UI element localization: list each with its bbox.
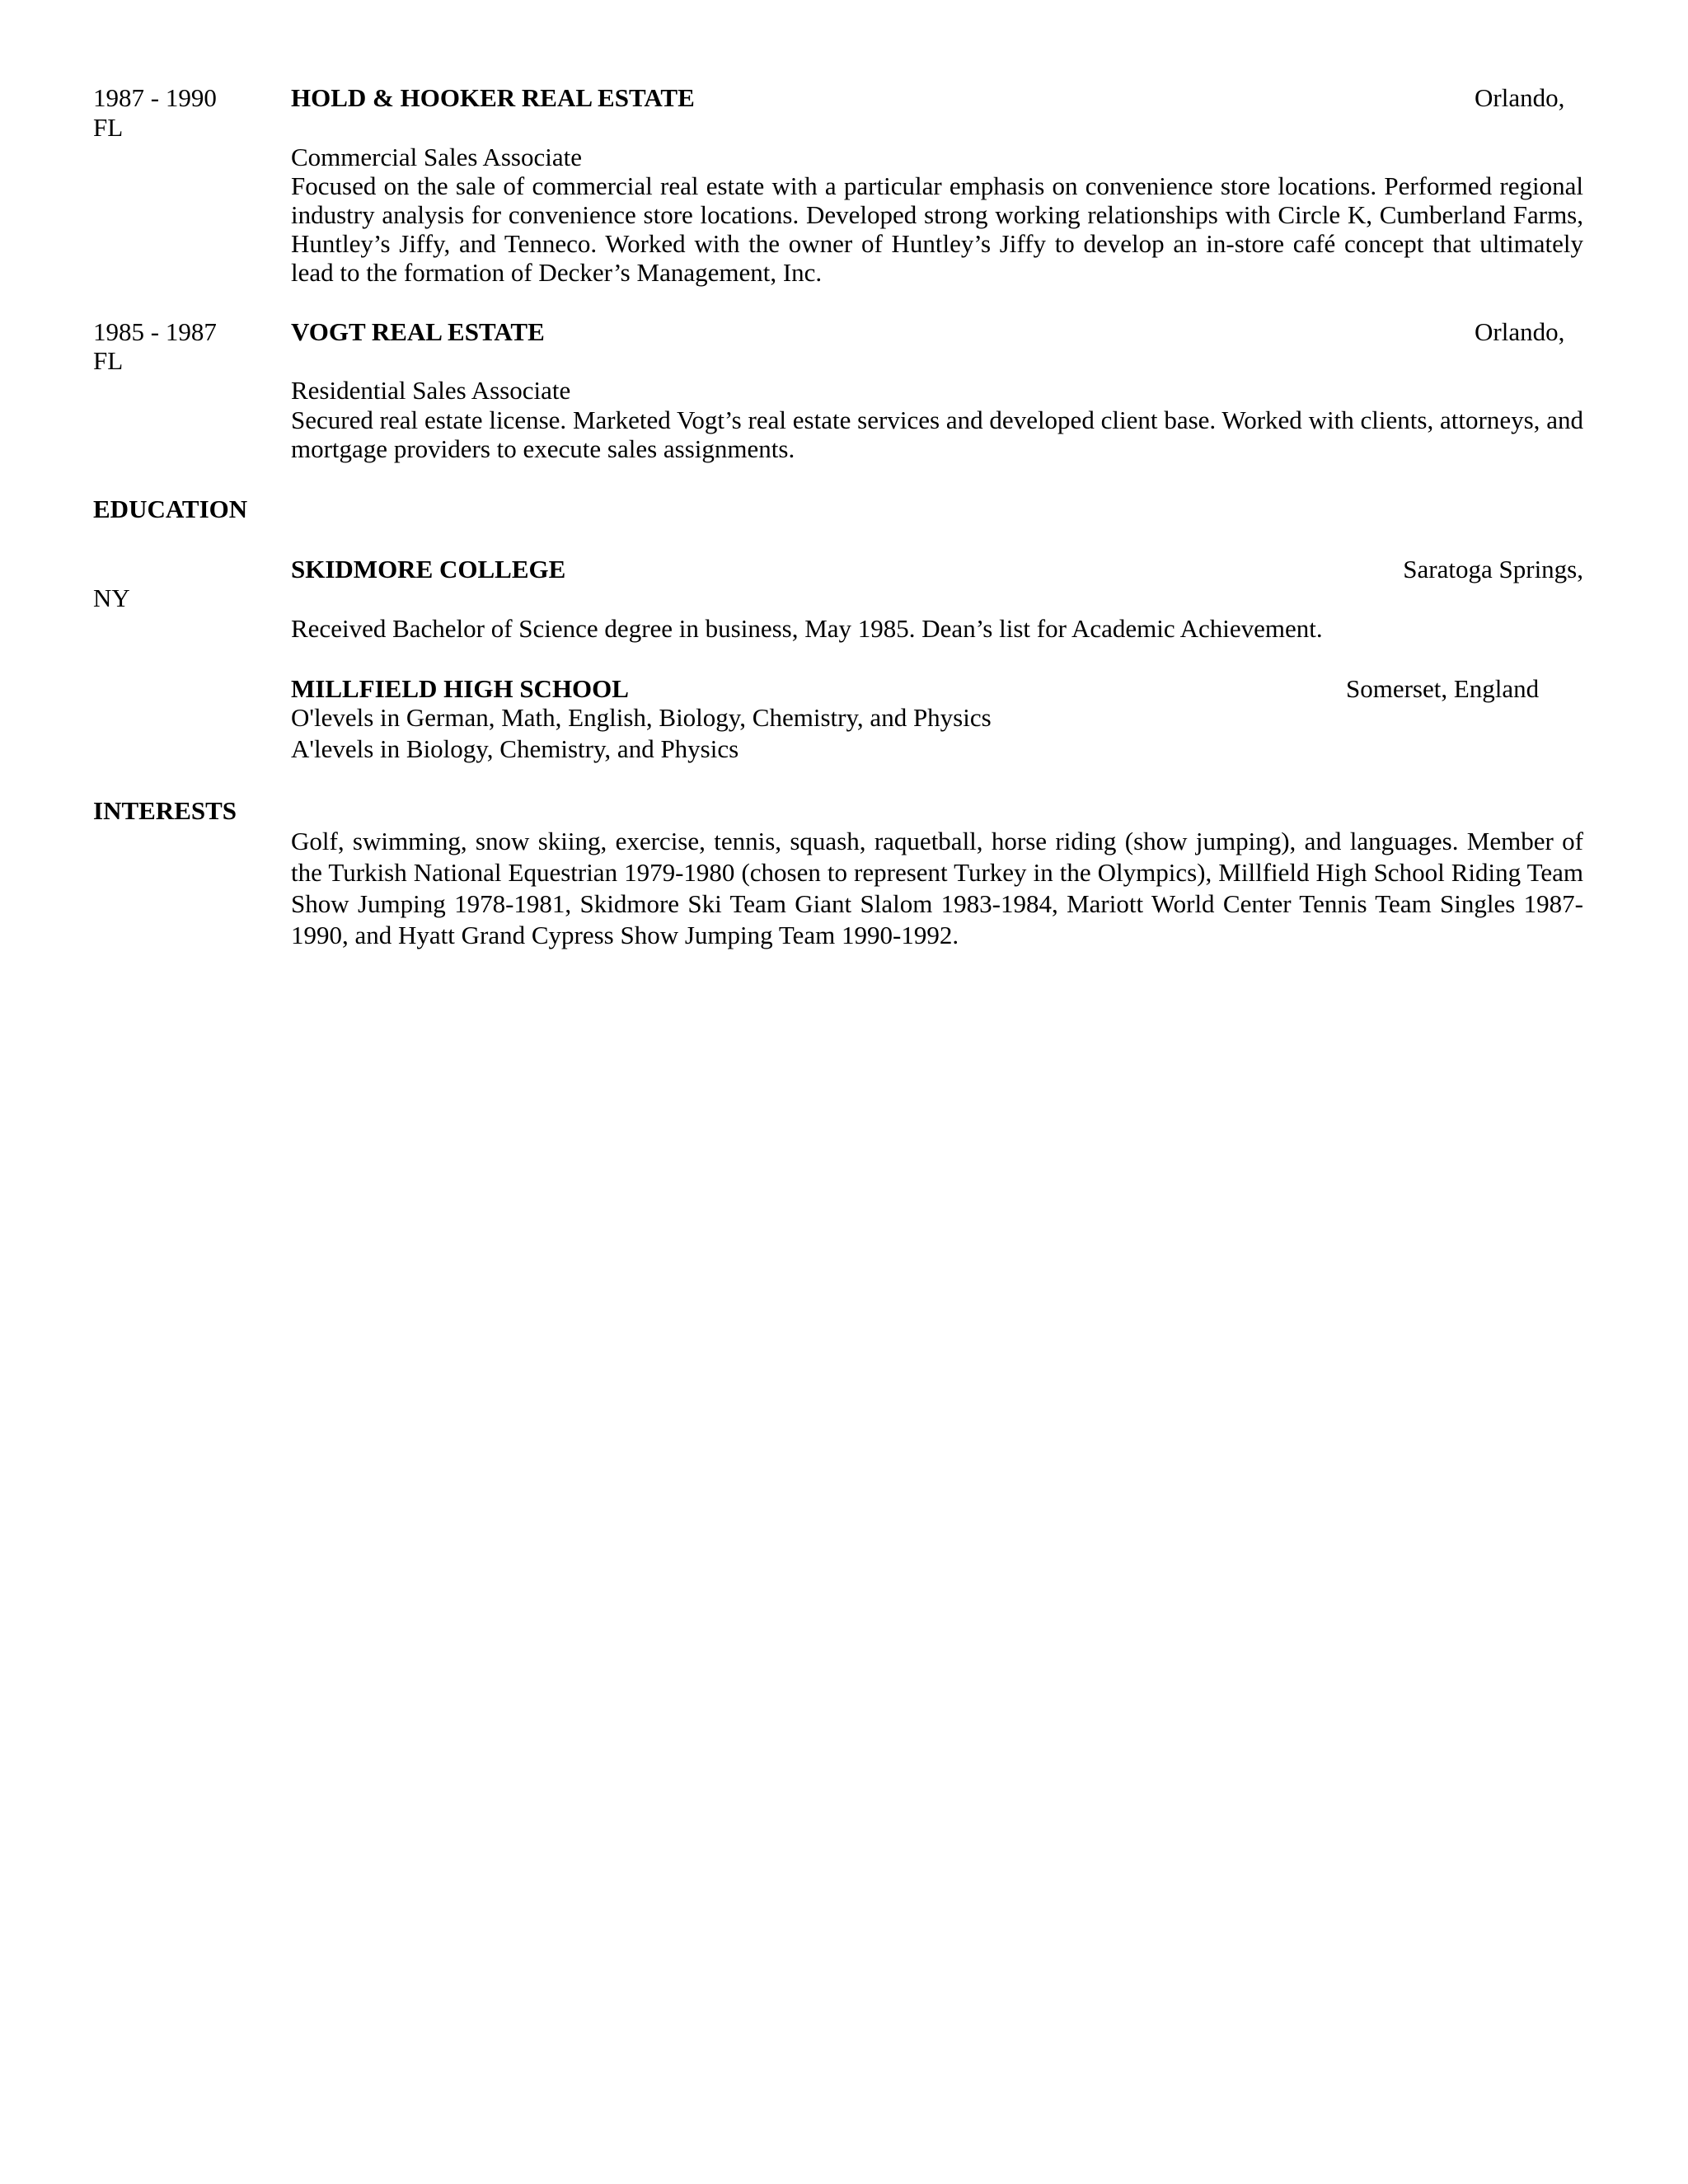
experience-state: FL [93,113,124,142]
experience-company: VOGT REAL ESTATE [291,317,545,346]
school-detail: A'levels in Biology, Chemistry, and Physics [291,734,739,763]
school-name: MILLFIELD HIGH SCHOOL [291,674,629,703]
experience-dates: 1987 - 1990 [93,83,217,112]
experience-title: Residential Sales Associate [291,376,571,405]
experience-company: HOLD & HOOKER REAL ESTATE [291,83,695,112]
interests-heading: INTERESTS [93,796,237,825]
interests-text: Golf, swimming, snow skiing, exercise, tennis, squash, raquetball, horse riding (show jumping), and languages. Member of the Turkish National Equestrian 1979-1980 (chosen to represent Turkey in the Olympics), Millfield High School Riding Team Show Jumping 1978-1981, Skidmore Ski Team Giant Slalom 1983-1984, Mariott World Center Tennis Team Singles 1987-1990, and Hyatt Grand Cypress Show Jumping Team 1990-1992. [291,827,1583,949]
experience-description: Secured real estate license. Marketed Vogt’s real estate services and developed client base. Worked with clients, attorneys, and mortgage providers to execute sales assignments. [291,405,1583,463]
school-name: SKIDMORE COLLEGE [291,555,566,583]
school-detail: O'levels in German, Math, English, Biology, Chemistry, and Physics [291,703,992,732]
experience-dates: 1985 - 1987 [93,317,217,346]
experience-description: Focused on the sale of commercial real estate with a particular emphasis on convenience store locations. Performed regional industry analysis for convenience store locations. Developed strong working relationships with Circle K, Cumberland Farms, Huntley’s Jiffy, and Tenneco. Worked with the owner of Huntley’s Jiffy to develop an in-store café concept that ultimately lead to the formation of Decker’s Management, Inc. [291,171,1583,287]
education-heading: EDUCATION [93,494,248,523]
experience-city: Orlando, [1475,317,1565,346]
experience-title: Commercial Sales Associate [291,143,582,171]
experience-city: Orlando, [1475,83,1565,112]
school-detail: Received Bachelor of Science degree in business, May 1985. Dean’s list for Academic Achievement. [291,614,1323,643]
school-location: Somerset, England [1346,674,1540,703]
school-state: NY [93,583,130,612]
experience-state: FL [93,346,124,375]
school-location: Saratoga Springs, [1403,555,1583,583]
